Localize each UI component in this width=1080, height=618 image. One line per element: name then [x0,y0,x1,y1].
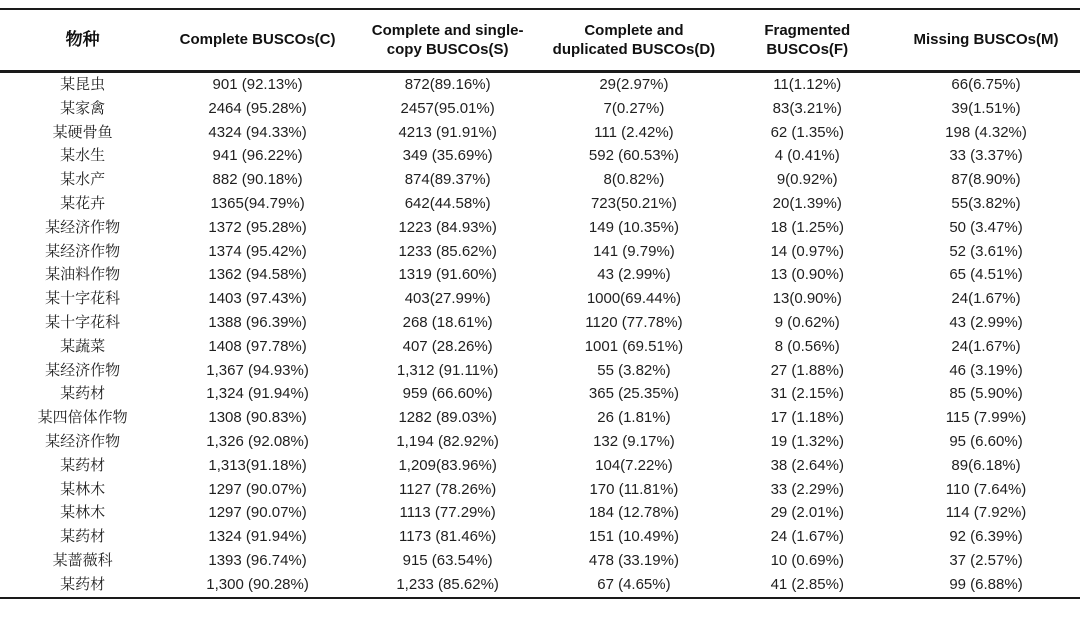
missing-cell: 87(8.90%) [951,171,1021,189]
duplicated-cell: 7(0.27%) [603,99,665,117]
missing-cell: 50 (3.47%) [949,218,1023,236]
table-row [0,192,1080,216]
column-header-complete-single-copy-buscos: Complete and single-copy BUSCOs(S) [371,21,524,58]
fragmented-cell: 9(0.92%) [776,171,838,189]
fragmented-cell: 62 (1.35%) [770,123,844,141]
table-row [0,501,1080,525]
table-row [0,525,1080,549]
duplicated-cell: 151 (10.49%) [588,528,679,546]
species-cell: 某十字花科 [45,290,121,308]
duplicated-cell: 1001 (69.51%) [584,337,684,355]
table-row [0,240,1080,264]
complete-cell: 2464 (95.28%) [208,99,307,117]
fragmented-cell: 4 (0.41%) [774,147,840,165]
duplicated-cell: 55 (3.82%) [597,361,671,379]
table-row [0,72,1080,97]
single_copy-cell: 959 (66.60%) [402,385,493,403]
single_copy-cell: 407 (28.26%) [402,337,493,355]
duplicated-cell: 67 (4.65%) [597,575,671,593]
table-row [0,216,1080,240]
table-row [0,335,1080,359]
single_copy-cell: 915 (63.54%) [402,551,493,569]
table-row [0,144,1080,168]
single_copy-cell: 1282 (89.03%) [398,409,497,427]
complete-cell: 1365(94.79%) [210,194,305,212]
species-cell: 某经济作物 [45,218,121,236]
missing-cell: 95 (6.60%) [949,432,1023,450]
fragmented-cell: 13(0.90%) [772,290,842,308]
table-row [0,430,1080,454]
complete-cell: 882 (90.18%) [212,171,303,189]
complete-cell: 1,367 (94.93%) [206,361,309,379]
missing-cell: 114 (7.92%) [945,504,1027,522]
missing-cell: 33 (3.37%) [949,147,1023,165]
missing-cell: 24(1.67%) [951,337,1021,355]
species-cell: 某林木 [60,480,106,498]
missing-cell: 85 (5.90%) [949,385,1023,403]
fragmented-cell: 38 (2.64%) [770,456,844,474]
column-header-fragmented-buscos: Fragmented BUSCOs(F) [764,21,851,58]
duplicated-cell: 8(0.82%) [603,171,665,189]
fragmented-cell: 20(1.39%) [772,194,842,212]
busco-table-container [0,8,1080,599]
duplicated-cell: 29(2.97%) [599,76,669,93]
single_copy-cell: 1319 (91.60%) [398,266,497,284]
single_copy-cell: 642(44.58%) [404,194,491,212]
missing-cell: 65 (4.51%) [949,266,1023,284]
complete-cell: 901 (92.13%) [212,76,303,93]
single_copy-cell: 1,312 (91.11%) [396,361,499,379]
single_copy-cell: 1127 (78.26%) [398,480,497,498]
duplicated-cell: 1000(69.44%) [586,290,682,308]
species-cell: 某药材 [60,385,106,403]
species-cell: 某药材 [60,456,106,474]
table-row [0,549,1080,573]
fragmented-cell: 17 (1.18%) [770,409,844,427]
single_copy-cell: 1,233 (85.62%) [396,575,499,593]
table-row [0,97,1080,121]
single_copy-cell: 403(27.99%) [404,290,491,308]
missing-cell: 46 (3.19%) [949,361,1023,379]
complete-cell: 1324 (91.94%) [208,528,307,546]
table-row [0,168,1080,192]
duplicated-cell: 170 (11.81%) [589,480,679,498]
single_copy-cell: 1173 (81.46%) [398,528,497,546]
duplicated-cell: 26 (1.81%) [597,409,671,427]
complete-cell: 1,300 (90.28%) [206,575,309,593]
fragmented-cell: 33 (2.29%) [770,480,844,498]
single_copy-cell: 1,194 (82.92%) [396,432,499,450]
fragmented-cell: 83(3.21%) [772,99,842,117]
complete-cell: 1374 (95.42%) [208,242,307,260]
single_copy-cell: 1,209(83.96%) [398,456,497,474]
complete-cell: 1388 (96.39%) [208,313,307,331]
missing-cell: 198 (4.32%) [945,123,1027,141]
missing-cell: 43 (2.99%) [949,313,1023,331]
missing-cell: 37 (2.57%) [949,551,1023,569]
missing-cell: 24(1.67%) [951,290,1021,308]
duplicated-cell: 1120 (77.78%) [585,313,683,331]
table-row [0,454,1080,478]
species-cell: 某林木 [60,504,106,522]
species-cell: 某药材 [60,528,106,546]
single_copy-cell: 1113 (77.29%) [399,504,496,522]
duplicated-cell: 592 (60.53%) [588,147,679,165]
fragmented-cell: 19 (1.32%) [770,432,844,450]
duplicated-cell: 43 (2.99%) [597,266,671,284]
duplicated-cell: 141 (9.79%) [593,242,675,260]
table-row [0,311,1080,335]
table-row [0,406,1080,430]
duplicated-cell: 132 (9.17%) [593,432,675,450]
column-header-complete-duplicated-buscos: Complete and duplicated BUSCOs(D) [552,21,716,58]
single_copy-cell: 1223 (84.93%) [398,218,497,236]
species-cell: 某经济作物 [45,361,121,379]
species-cell: 某经济作物 [45,432,121,450]
single_copy-cell: 268 (18.61%) [402,313,493,331]
missing-cell: 39(1.51%) [951,99,1021,117]
species-cell: 某水生 [60,147,106,165]
duplicated-cell: 111 (2.42%) [594,123,674,141]
complete-cell: 1372 (95.28%) [208,218,307,236]
missing-cell: 110 (7.64%) [945,480,1027,498]
duplicated-cell: 149 (10.35%) [588,218,679,236]
duplicated-cell: 104(7.22%) [595,456,673,474]
missing-cell: 89(6.18%) [951,456,1021,474]
species-cell: 某硬骨鱼 [52,123,113,141]
fragmented-cell: 8 (0.56%) [774,337,840,355]
fragmented-cell: 11(1.12%) [773,76,842,93]
fragmented-cell: 24 (1.67%) [770,528,844,546]
fragmented-cell: 10 (0.69%) [770,551,844,569]
header-row [0,10,1080,72]
table-row [0,478,1080,502]
complete-cell: 1308 (90.83%) [208,409,307,427]
species-cell: 某药材 [60,575,106,593]
complete-cell: 1,324 (91.94%) [206,385,309,403]
single_copy-cell: 872(89.16%) [404,76,491,93]
duplicated-cell: 478 (33.19%) [588,551,679,569]
complete-cell: 4324 (94.33%) [208,123,307,141]
column-header-species: 物种 [65,29,100,49]
species-cell: 某家禽 [60,99,106,117]
species-cell: 某花卉 [60,194,106,212]
complete-cell: 1297 (90.07%) [208,480,307,498]
species-cell: 某经济作物 [45,242,121,260]
column-header-complete-buscos: Complete BUSCOs(C) [179,31,336,49]
single_copy-cell: 874(89.37%) [404,171,491,189]
species-cell: 某油料作物 [45,266,121,284]
complete-cell: 1393 (96.74%) [208,551,307,569]
species-cell: 某水产 [60,171,106,189]
missing-cell: 52 (3.61%) [949,242,1023,260]
column-header-missing-buscos: Missing BUSCOs(M) [913,31,1059,49]
single_copy-cell: 1233 (85.62%) [398,242,497,260]
complete-cell: 941 (96.22%) [212,147,303,165]
table-body [0,72,1080,597]
species-cell: 某十字花科 [45,313,121,331]
missing-cell: 55(3.82%) [951,194,1021,212]
complete-cell: 1297 (90.07%) [208,504,307,522]
duplicated-cell: 184 (12.78%) [588,504,679,522]
duplicated-cell: 723(50.21%) [590,194,677,212]
species-cell: 某蔬菜 [60,337,106,355]
busco-assessment-table [0,10,1080,597]
table-header [0,10,1080,72]
missing-cell: 115 (7.99%) [945,409,1027,427]
species-cell: 某昆虫 [60,76,106,93]
fragmented-cell: 41 (2.85%) [770,575,844,593]
duplicated-cell: 365 (25.35%) [588,385,679,403]
missing-cell: 92 (6.39%) [949,528,1023,546]
complete-cell: 1403 (97.43%) [208,290,307,308]
missing-cell: 66(6.75%) [951,76,1021,93]
complete-cell: 1,313(91.18%) [208,456,307,474]
table-row [0,263,1080,287]
fragmented-cell: 27 (1.88%) [770,361,844,379]
fragmented-cell: 9 (0.62%) [774,313,840,331]
table-row [0,287,1080,311]
table-row [0,359,1080,383]
species-cell: 某四倍体作物 [37,409,128,427]
species-cell: 某蔷薇科 [52,551,113,569]
fragmented-cell: 13 (0.90%) [770,266,844,284]
single_copy-cell: 2457(95.01%) [400,99,495,117]
single_copy-cell: 4213 (91.91%) [398,123,497,141]
fragmented-cell: 18 (1.25%) [770,218,844,236]
table-row [0,121,1080,145]
fragmented-cell: 29 (2.01%) [770,504,844,522]
complete-cell: 1408 (97.78%) [208,337,307,355]
fragmented-cell: 31 (2.15%) [770,385,844,403]
table-row [0,382,1080,406]
complete-cell: 1,326 (92.08%) [206,432,309,450]
single_copy-cell: 349 (35.69%) [402,147,493,165]
complete-cell: 1362 (94.58%) [208,266,307,284]
missing-cell: 99 (6.88%) [949,575,1023,593]
fragmented-cell: 14 (0.97%) [770,242,844,260]
table-row [0,573,1080,597]
